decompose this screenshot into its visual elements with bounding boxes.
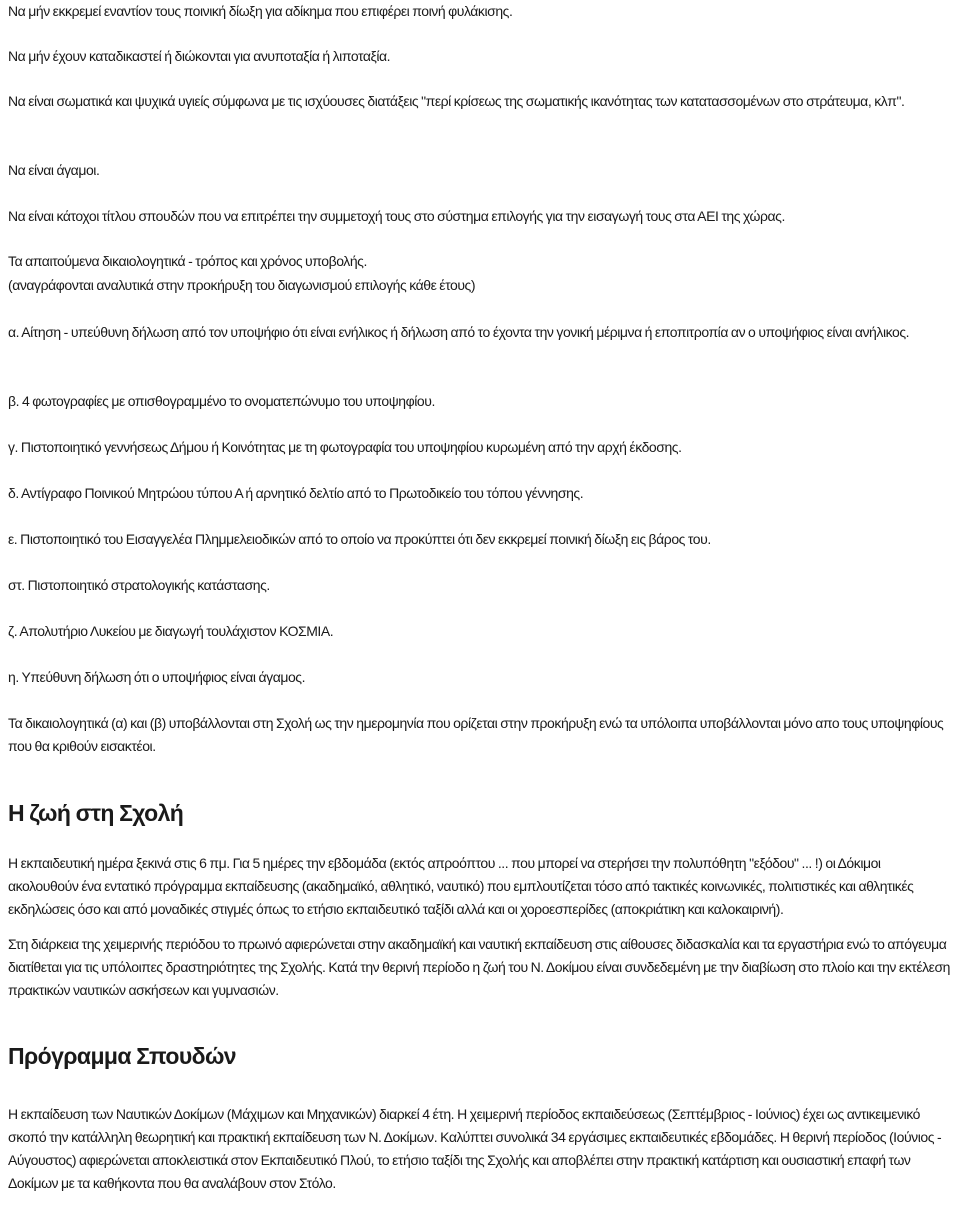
requirement-item: Να είναι σωματικά και ψυχικά υγιείς σύμφωνα με τις ισχύουσες διατάξεις "περί κρίσεως της σωματικής ικανότητας των κατατασσομένων στο στράτευμα, κλπ". [8,93,905,109]
document-item: ε. Πιστοποιητικό του Εισαγγελέα Πλημμελειοδικών από το οποίο να προκύπτει ότι δεν εκκρεμεί ποινική δίωξη εις βάρος του. [8,531,711,547]
life-paragraph: Στη διάρκεια της χειμερινής περιόδου το πρωινό αφιερώνεται στην ακαδημαϊκή και ναυτική εκπαίδευση στις αίθουσες διδασκαλία και τα εργαστήρια ενώ το απόγευμα διατίθεται για τις υπόλοιπες δραστηριότητες της Σχολής. Κατά την θερινή περίοδο η ζωή του Ν. Δοκίμου είναι συνδεδεμένη με την διαβίωση στο πλοίο και την εκτέλεση πρακτικών ναυτικών ασκήσεων και γυμνασιών. [8,936,950,998]
requirement-item: Να μήν έχουν καταδικαστεί ή διώκονται για ανυποταξία ή λιποταξία. [8,48,391,64]
life-section-heading: Η ζωή στη Σχολή [8,800,184,826]
life-paragraph: Η εκπαιδευτική ημέρα ξεκινά στις 6 πμ. Για 5 ημέρες την εβδομάδα (εκτός απροόπτου ... που μπορεί να στερήσει την πολυπόθητη "εξόδου" ... !) οι Δόκιμοι ακολουθούν ένα εντατικό πρόγραμμα εκπαίδευσης (ακαδημαϊκό, αθλητικό, ναυτικό) που εμπλουτίζεται τόσο από τακτικές κοινωνικές, πολιτιστικές και αθλητικές εκδηλώσεις όσο και από μοναδικές στιγμές όπως το ετήσιο εκπαιδευτικό ταξίδι αλλά και οι χοροεσπερίδες (αποκριάτικη και καλοκαιρινή). [8,855,914,917]
program-section-heading: Πρόγραμμα Σπουδών [8,1043,237,1069]
documents-intro-title: Τα απαιτούμενα δικαιολογητικά - τρόπος και χρόνος υποβολής. [8,253,367,269]
program-paragraph: Η εκπαίδευση των Ναυτικών Δοκίμων (Μάχιμων και Μηχανικών) διαρκεί 4 έτη. Η χειμερινή περίοδος εκπαιδεύσεως (Σεπτέμβριος - Ιούνιος) έχει ως αντικειμενικό σκοπό την κατάλληλη θεωρητική και πρακτική εκπαίδευση των Ν. Δοκίμων. Καλύπτει συνολικά 34 εργάσιμες εκπαιδευτικές εβδομάδες. Η θερινή περίοδος (Ιούνιος - Αύγουστος) αφιερώνεται αποκλειστικά στον Εκπαιδευτικό Πλού, το ετήσιο ταξίδι της Σχολής και αποβλέπει στην πρακτική κατάρτιση και ουσιαστική επαφή των Δοκίμων με τα καθήκοντα που θα αναλάβουν στον Στόλο. [8,1106,942,1191]
document-item: γ. Πιστοποιητικό γεννήσεως Δήμου ή Κοινότητας με τη φωτογραφία του υποψηφίου κυρωμένη από την αρχή έκδοσης. [8,439,682,455]
requirement-item: Να είναι κάτοχοι τίτλου σπουδών που να επιτρέπει την συμμετοχή τους στο σύστημα επιλογής για την εισαγωγή τους στα ΑΕΙ της χώρας. [8,208,785,224]
document-item: στ. Πιστοποιητικό στρατολογικής κατάστασης. [8,577,270,593]
document-item: η. Υπεύθυνη δήλωση ότι ο υποψήφιος είναι άγαμος. [8,669,306,685]
documents-note: Τα δικαιολογητικά (α) και (β) υποβάλλονται στη Σχολή ως την ημερομηνία που ορίζεται στην προκήρυξη ενώ τα υπόλοιπα υποβάλλονται μόνο απο τους υποψηφίους που θα κριθούν εισακτέοι. [8,715,944,754]
requirement-item: Να μήν εκκρεμεί εναντίον τους ποινική δίωξη για αδίκημα που επιφέρει ποινή φυλάκισης. [8,3,513,19]
document-item: α. Αίτηση - υπεύθυνη δήλωση από τον υποψήφιο ότι είναι ενήλικος ή δήλωση από το έχοντα την γονική μέριμνα ή εποπιτροπία αν ο υποψήφιος είναι ανήλικος. [8,324,910,340]
document-item: δ. Αντίγραφο Ποινικού Μητρώου τύπου Α ή αρνητικό δελτίο από το Πρωτοδικείο του τόπου γέννησης. [8,485,584,501]
requirement-item: Να είναι άγαμοι. [8,162,100,178]
document-item: ζ. Απολυτήριο Λυκείου με διαγωγή τουλάχιστον ΚΟΣΜΙΑ. [8,623,334,639]
document-item: β. 4 φωτογραφίες με οπισθογραμμένο το ονοματεπώνυμο του υποψηφίου. [8,393,435,409]
documents-intro-note: (αναγράφονται αναλυτικά στην προκήρυξη του διαγωνισμού επιλογής κάθε έτους) [8,277,476,293]
